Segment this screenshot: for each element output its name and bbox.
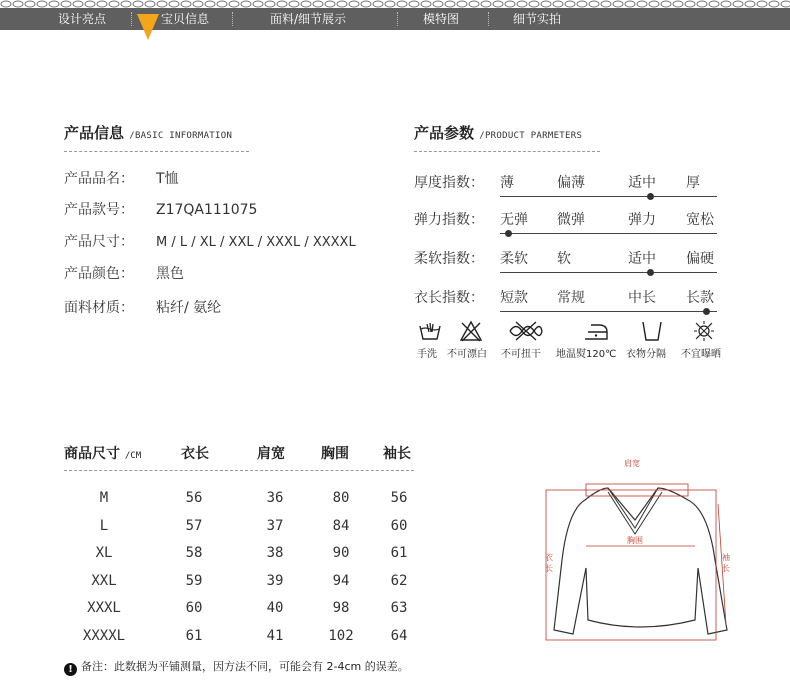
param-scale-line (500, 272, 717, 273)
care-label: 地温熨120℃ (556, 349, 617, 360)
product-info-title (64, 122, 232, 143)
separate-wash-icon (640, 320, 664, 342)
nav-item-fabric[interactable]: 面料/细节展示 (270, 12, 347, 26)
table-cell: 56 (185, 490, 203, 506)
exclamation-icon: ! (64, 663, 77, 676)
info-value: 黑色 (156, 266, 184, 282)
product-info-title-text: 产品信息 (64, 124, 125, 142)
no-sun-icon (692, 320, 716, 342)
hand-wash-icon (418, 320, 442, 342)
table-cell: M (99, 490, 109, 506)
size-diagram (540, 470, 740, 646)
info-label: 产品颜色： (64, 266, 134, 282)
info-row-sizes (64, 231, 356, 251)
no-wring-icon (508, 320, 544, 342)
table-cell: 94 (332, 572, 350, 589)
column-header: 袖长 (383, 446, 411, 462)
param-option: 宽松 (686, 212, 714, 228)
divider (414, 151, 600, 152)
care-label: 不宜曝晒 (681, 349, 721, 360)
nav-separator (131, 12, 132, 26)
column-header: 胸围 (321, 446, 349, 462)
table-cell: XXL (91, 572, 117, 589)
info-label: 产品品名： (64, 171, 134, 187)
size-table-unit: /CM (124, 451, 142, 461)
info-row-name (64, 168, 179, 188)
info-value: 粘纤/ 氨纶 (156, 300, 222, 316)
param-option: 厚 (686, 175, 700, 191)
info-label: 产品款号： (64, 202, 134, 218)
top-nav (0, 8, 790, 30)
table-cell: 84 (332, 517, 350, 534)
param-option: 软 (557, 251, 571, 267)
table-cell: 102 (328, 627, 354, 644)
table-cell: 90 (332, 545, 350, 561)
info-label: 产品尺寸： (64, 234, 134, 250)
care-label: 手洗 (417, 349, 437, 360)
info-label: 面料材质： (64, 300, 134, 316)
care-label: 衣物分隔 (626, 349, 666, 360)
care-label: 不可扭干 (501, 349, 541, 360)
param-option: 微弹 (557, 212, 585, 228)
param-option: 偏硬 (686, 251, 714, 267)
table-cell: 41 (266, 627, 284, 644)
param-option: 偏薄 (557, 175, 585, 191)
product-params-title (414, 122, 582, 143)
info-row-color (64, 263, 184, 283)
divider (64, 470, 414, 471)
table-cell: 58 (185, 545, 203, 561)
table-cell: 57 (185, 517, 203, 534)
table-cell: 61 (390, 545, 408, 561)
param-indicator-dot (703, 308, 710, 315)
table-cell: XXXXL (82, 627, 126, 644)
param-option: 适中 (628, 251, 656, 267)
table-cell: 62 (390, 572, 408, 589)
divider (64, 151, 249, 152)
no-bleach-icon (459, 320, 483, 342)
product-params-subtitle: /PRODUCT PARMETERS (479, 131, 583, 141)
param-indicator-dot (647, 269, 654, 276)
column-header: 肩宽 (257, 446, 285, 462)
nav-separator (397, 12, 398, 26)
param-label: 弹力指数： (414, 212, 484, 228)
product-info-subtitle: /BASIC INFORMATION (129, 131, 233, 141)
param-scale-line (500, 311, 717, 312)
param-option: 中长 (628, 290, 656, 306)
param-option: 长款 (686, 290, 714, 306)
param-option: 短款 (500, 290, 528, 306)
param-option: 常规 (557, 290, 585, 306)
size-table-title (64, 443, 141, 463)
info-row-material (64, 297, 221, 317)
param-scale-line (500, 233, 717, 234)
table-cell: XXXL (87, 600, 121, 616)
table-cell: XL (95, 545, 113, 561)
decorative-border (0, 0, 790, 8)
nav-separator (488, 12, 489, 26)
table-cell: 60 (185, 600, 203, 616)
active-tab-indicator-icon (137, 14, 159, 40)
info-value: Z17QA111075 (156, 202, 258, 218)
nav-item-product-info[interactable]: 宝贝信息 (161, 12, 210, 26)
table-cell: 80 (332, 490, 350, 506)
table-cell: 36 (266, 490, 284, 506)
param-label: 厚度指数： (414, 175, 484, 191)
sleeve-label: 袖长 (722, 553, 730, 573)
footnote (64, 658, 409, 676)
table-cell: 60 (390, 517, 408, 534)
table-cell: 63 (390, 600, 408, 616)
nav-item-model[interactable]: 模特图 (423, 12, 460, 26)
param-scale-line (500, 196, 717, 197)
param-option: 适中 (628, 175, 656, 191)
product-params-title-text: 产品参数 (414, 124, 475, 142)
param-label: 衣长指数： (414, 290, 484, 306)
iron-low-icon (582, 320, 610, 342)
param-indicator-dot (647, 193, 654, 200)
param-option: 弹力 (628, 212, 656, 228)
chest-label: 胸围 (627, 536, 643, 545)
table-cell: 98 (332, 600, 350, 616)
table-cell: 38 (266, 545, 284, 561)
param-option: 薄 (500, 175, 514, 191)
nav-separator (232, 12, 233, 26)
footnote-text: 备注：此数据为平铺测量，因方法不同，可能会有 2-4cm 的误差。 (81, 660, 409, 673)
shoulder-label: 肩宽 (624, 459, 640, 468)
length-label: 衣长 (545, 553, 553, 573)
table-cell: 61 (185, 627, 203, 644)
param-label: 柔软指数： (414, 251, 484, 267)
care-label: 不可漂白 (447, 349, 487, 360)
param-option: 无弹 (500, 212, 528, 228)
table-cell: 64 (390, 627, 408, 644)
column-header: 衣长 (181, 446, 209, 462)
info-value: T恤 (156, 171, 179, 187)
nav-item-design[interactable]: 设计亮点 (58, 12, 107, 26)
table-cell: 37 (266, 517, 284, 534)
nav-item-details[interactable]: 细节实拍 (513, 12, 562, 26)
table-cell: 59 (185, 572, 203, 589)
info-row-code (64, 199, 257, 219)
info-value: M / L / XL / XXL / XXXL / XXXXL (156, 235, 356, 250)
table-cell: 40 (266, 600, 284, 616)
table-cell: L (99, 517, 109, 534)
param-option: 柔软 (500, 251, 528, 267)
param-indicator-dot (505, 230, 512, 237)
size-table-title-text: 商品尺寸 (64, 446, 120, 462)
table-cell: 39 (266, 572, 284, 589)
table-cell: 56 (390, 490, 408, 506)
